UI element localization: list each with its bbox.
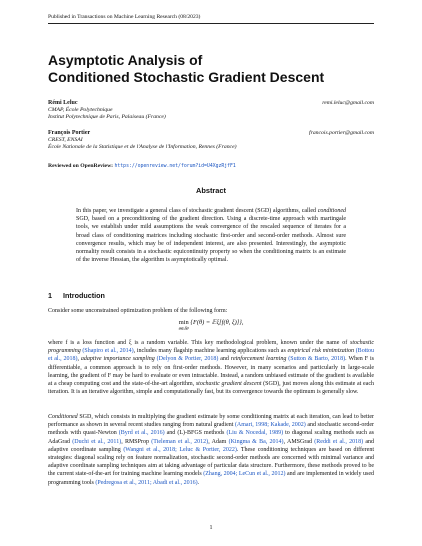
- review-label: Reviewed on OpenReview:: [48, 163, 114, 169]
- abstract-text: [76, 207, 346, 264]
- text-run: to diagonal scaling methods such as AdaGrad: [48, 430, 375, 445]
- author-affiliation: CREST, ENSAI: [48, 136, 83, 143]
- author-block-1: [48, 100, 374, 120]
- intro-sentence: Consider some unconstrained optimization problem of the following form:: [48, 308, 228, 314]
- body-paragraph-1: [48, 339, 374, 396]
- page-number: 1: [209, 525, 213, 531]
- emphasis: empirical risk minimization: [287, 348, 355, 355]
- section-title: Introduction: [63, 291, 105, 300]
- citation-link[interactable]: (Bottou et al., 2018): [48, 348, 375, 363]
- section-number: 1: [48, 291, 52, 300]
- running-header: Published in Transactions on Machine Learning Research (08/2023): [48, 14, 374, 24]
- paper-title: [48, 52, 374, 86]
- text-run: and adaptive coordinate sampling: [48, 438, 375, 453]
- author-email[interactable]: remi.leluc@gmail.com: [322, 100, 374, 106]
- emphasis: stochastic programming: [48, 340, 375, 355]
- abstract-part: SGD, based on a preconditioning of the gradient direction. Using a discrete-time approach with martingale tools, we establish under mild assumptions the weak convergence of the rescaled sequence of iterates for a broad class of conditioning matrices including stochastic first-order and second-order methods. Almost sure convergence results, which may be of independent interest, are also presented. Interestingly, the asymptotic normality result consists in a stochastic equicontinuity property so when the conditioning matrix is an estimate of the inverse Hessian, the algorithm is asymptotically optimal.: [76, 216, 346, 264]
- text-run: and are implemented in widely used programming tools: [48, 471, 375, 486]
- citation-link[interactable]: (Kingma & Ba, 2014): [228, 438, 284, 445]
- text-run: and (L)-BFGS methods: [166, 430, 225, 437]
- abstract-heading: Abstract: [196, 186, 226, 195]
- optimization-equation: [48, 319, 374, 332]
- text-run: and stochastic second-order methods with quasi-Newton: [48, 422, 374, 437]
- text-run: (SGD), just moves along this estimate at each iteration. It is an iterative algorithm, simple and computationally fast, but its convergence towards the optimum is generally slow.: [48, 381, 375, 396]
- author-name: Rémi Leluc: [48, 100, 78, 106]
- author-email[interactable]: francois.portier@gmail.com: [309, 130, 374, 136]
- eq-min: min: [178, 319, 189, 326]
- abstract-emphasis: conditioned: [317, 208, 347, 214]
- text-run: , AMSGrad: [283, 438, 313, 445]
- text-run: , RMSProp: [121, 438, 149, 445]
- text-run: ,: [77, 356, 79, 363]
- eq-subscript: θ∈ℝᵈ: [178, 326, 189, 331]
- title-line-2: Conditioned Stochastic Gradient Descent: [48, 69, 325, 85]
- abstract-part: called: [301, 208, 317, 214]
- text-run: , includes many flagship machine learning applications such as: [133, 348, 286, 355]
- abstract-part: In this paper, we investigate a general class of stochastic gradient descent (SGD) algorithms,: [76, 208, 301, 214]
- citation-link[interactable]: (Tieleman et al., 2012): [151, 438, 209, 445]
- citation-link[interactable]: (Amari, 1998; Kakade, 2002): [234, 422, 306, 429]
- author-affiliation: CMAP, École Polytechnique: [48, 106, 113, 113]
- citation-link[interactable]: (Sutton & Barto, 2018): [288, 356, 346, 363]
- author-name: François Portier: [48, 130, 91, 136]
- title-line-1: Asymptotic Analysis of: [48, 52, 203, 68]
- author-block-2: [48, 130, 374, 150]
- section-heading: [48, 291, 374, 300]
- citation-link[interactable]: (Zhang, 2004; LeCun et al., 2012): [203, 471, 286, 478]
- citation-link[interactable]: (Duchi et al., 2011): [72, 438, 122, 445]
- openreview-link[interactable]: https://openreview.net/forum?id=U4XgzRjfF1: [114, 164, 236, 169]
- citation-link[interactable]: (Wangni et al., 2018; Leluc & Portier, 2022): [123, 446, 237, 453]
- author-affiliation: École Nationale de la Statistique et de l'Analyse de l'Information, Rennes (France): [48, 143, 237, 150]
- text-run: , Adam: [208, 438, 227, 445]
- text-run: .: [197, 479, 200, 486]
- emphasis: Conditioned: [48, 414, 78, 420]
- emphasis: stochastic gradient descent: [195, 381, 262, 388]
- citation-link[interactable]: (Delyon & Portier, 2018): [156, 356, 219, 363]
- citation-link[interactable]: (Pedregosa et al., 2011; Abadi et al., 2016): [95, 479, 198, 486]
- author-affiliation: Institut Polytechnique de Paris, Palaiseau (France): [48, 113, 166, 120]
- review-line: [48, 163, 374, 170]
- text-run: . These conditioning techniques are based on different strategies: diagonal scaling rely on feature normalization, stochastic second-order methods are concerned with minimal variance and adaptive coordinate sampling techniques aim at taking advantage of particular data structure. Furthermore, these methods proved to be the current state-of-the-art for training machine learning models: [48, 446, 374, 478]
- emphasis: adaptive importance sampling: [80, 356, 155, 363]
- eq-min-operator: [179, 319, 189, 332]
- citation-link[interactable]: (Liu & Nocedal, 1989): [226, 430, 284, 437]
- citation-link[interactable]: (Reddi et al., 2018): [314, 438, 364, 445]
- emphasis: reinforcement learning: [230, 356, 287, 363]
- text-run: . When F is differentiable, a common approach is to rely on first-order methods. However, in many scenarios and particularly in large-scale learning, the gradient of F may be hard to evaluate or even intractable. Instead, a random unbiased estimate of the gradient is available at a cheap computing cost and the state-of-the-art algorithm,: [48, 356, 374, 388]
- citation-link[interactable]: (Byrd et al., 2016): [118, 430, 165, 437]
- text-run: where f is a loss function and ξ is a random variable. This key methodological problem, known under the name of: [48, 340, 348, 346]
- text-run: SGD, which consists in multiplying the gradient estimate by some conditioning matrix at each iteration, can lead to better performance as shown in several recent studies ranging from natural gradient: [48, 414, 374, 429]
- body-paragraph-2: [48, 413, 374, 487]
- eq-body: {F(θ) = 𝔼ξ[f(θ, ξ)]},: [190, 319, 244, 326]
- text-run: and: [220, 356, 229, 363]
- citation-link[interactable]: (Shapiro et al., 2014): [82, 348, 134, 355]
